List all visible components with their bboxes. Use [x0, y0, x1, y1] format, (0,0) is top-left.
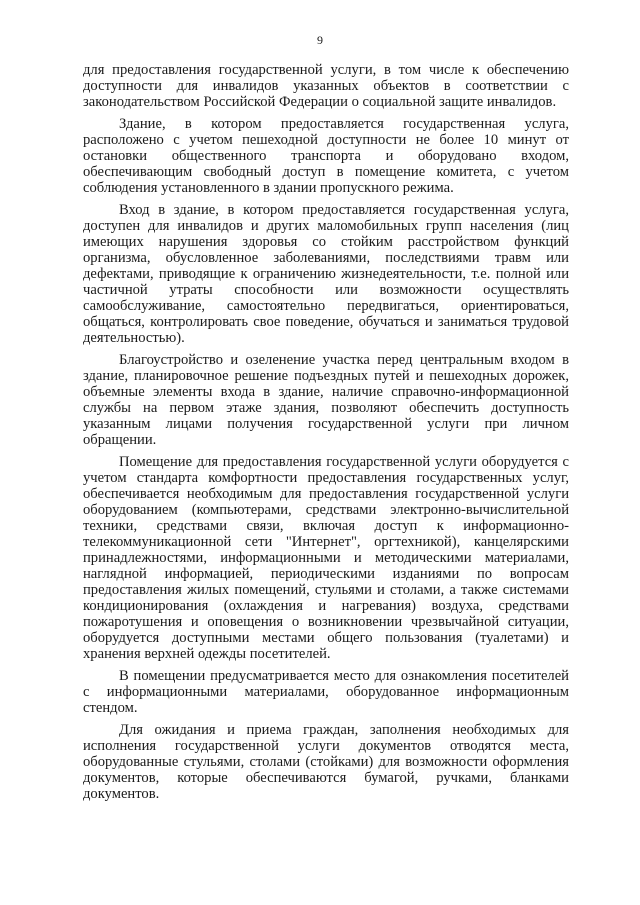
- paragraph-continuation: для предоставления государственной услуги, в том числе к обеспечению доступности для инвалидов указанных объектов в соответствии с законодательством Российской Федерации о социальной защите инвалидов.: [83, 62, 569, 110]
- paragraph-building-location: Здание, в котором предоставляется государственная услуга, расположено с учетом пешеходной доступности не более 10 минут от остановки общественного транспорта и оборудовано входом, обеспечивающим свободный доступ в помещение комитета, с учетом соблюдения установленного в здании пропускного режима.: [83, 116, 569, 196]
- paragraph-landscaping: Благоустройство и озеленение участка перед центральным входом в здание, планировочное решение подъездных путей и пешеходных дорожек, объемные элементы входа в здание, наличие справочно-информационной службы на первом этаже здания, позволяют обеспечить доступность указанным лицами получения государственной услуги при личном обращении.: [83, 352, 569, 448]
- paragraph-waiting-area: Для ожидания и приема граждан, заполнения необходимых для исполнения государственной услуги документов отводятся места, оборудованные стульями, столами (стойками) для возможности оформления документов, которые обеспечиваются бумагой, ручками, бланками документов.: [83, 722, 569, 802]
- page-number: 9: [317, 33, 323, 47]
- paragraph-building-entrance: Вход в здание, в котором предоставляется государственная услуга, доступен для инвалидов и других маломобильных групп населения (лиц имеющих нарушения здоровья со стойким расстройством функций организма, обусловленное заболеваниями, последствиями травм или дефектами, приводящие к ограничению жизнедеятельности, т.е. полной или частичной утраты способности или возможности осуществлять самообслуживание, самостоятельно передвигаться, ориентироваться, общаться, контролировать свое поведение, обучаться и заниматься трудовой деятельностью).: [83, 202, 569, 346]
- paragraph-information-stand: В помещении предусматривается место для ознакомления посетителей с информационными материалами, оборудованное информационным стендом.: [83, 668, 569, 716]
- document-body: [83, 62, 569, 808]
- paragraph-premises-equipment: Помещение для предоставления государственной услуги оборудуется с учетом стандарта комфортности предоставления государственных услуг, обеспечивается необходимым для предоставления государственной услуги оборудованием (компьютерами, средствами электронно-вычислительной техники, средствами связи, включая доступ к информационно-телекоммуникационной сети "Интернет", оргтехникой), канцелярскими принадлежностями, информационными и методическими материалами, наглядной информацией, периодическими изданиями по вопросам предоставления жилых помещений, стульями и столами, а также системами кондиционирования (охлаждения и нагревания) воздуха, средствами пожаротушения и оповещения о возникновении чрезвычайной ситуации, оборудуется доступными местами общего пользования (туалетами) и хранения верхней одежды посетителей.: [83, 454, 569, 662]
